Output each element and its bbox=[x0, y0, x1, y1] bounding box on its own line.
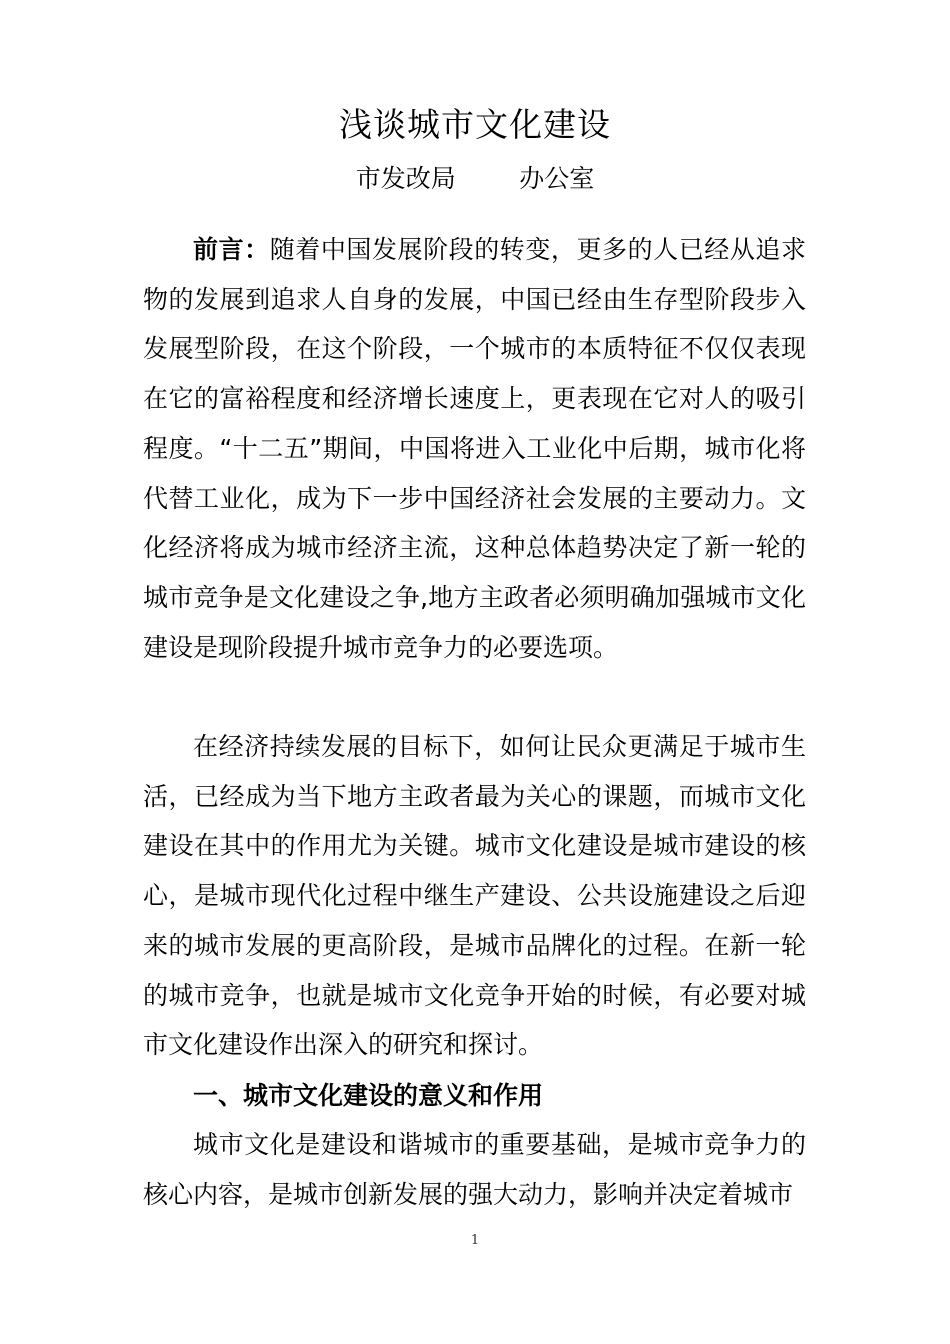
preface-text: 随着中国发展阶段的转变，更多的人已经从追求物的发展到追求人自身的发展，中国已经由生存型阶段步入发展型阶段，在这个阶段，一个城市的本质特征不仅仅表现在它的富裕程度和经济增长速度上，更表现在它对人的吸引程度。“十二五”期间，中国将进入工业化中后期，城市化将代替工业化，成为下一步中国经济社会发展的主要动力。文化经济将成为城市经济主流，这种总体趋势决定了新一轮的城市竞争是文化建设之争,地方主政者必须明确加强城市文化建设是现阶段提升城市竞争力的必要选项。 bbox=[143, 235, 806, 662]
page-number: 1 bbox=[470, 1233, 480, 1248]
document-title: 浅谈城市文化建设 bbox=[339, 105, 611, 144]
preface-label: 前言： bbox=[193, 235, 270, 264]
body-paragraph-3: 城市文化是建设和谐城市的重要基础，是城市竞争力的核心内容，是城市创新发展的强大动力，影响并决定着城市 bbox=[143, 1130, 806, 1209]
body-paragraph-2: 在经济持续发展的目标下，如何让民众更满足于城市生活，已经成为当下地方主政者最为关心的课题，而城市文化建设在其中的作用尤为关键。城市文化建设是城市建设的核心，是城市现代化过程中继生产建设、公共设施建设之后迎来的城市发展的更高阶段，是城市品牌化的过程。在新一轮的城市竞争，也就是城市文化竞争开始的时候，有必要对城市文化建设作出深入的研究和探讨。 bbox=[143, 732, 806, 1060]
preface-paragraph bbox=[143, 225, 806, 672]
document-authors: 市发改局 办公室 bbox=[355, 164, 595, 193]
section-heading-1: 一、城市文化建设的意义和作用 bbox=[193, 1081, 544, 1110]
